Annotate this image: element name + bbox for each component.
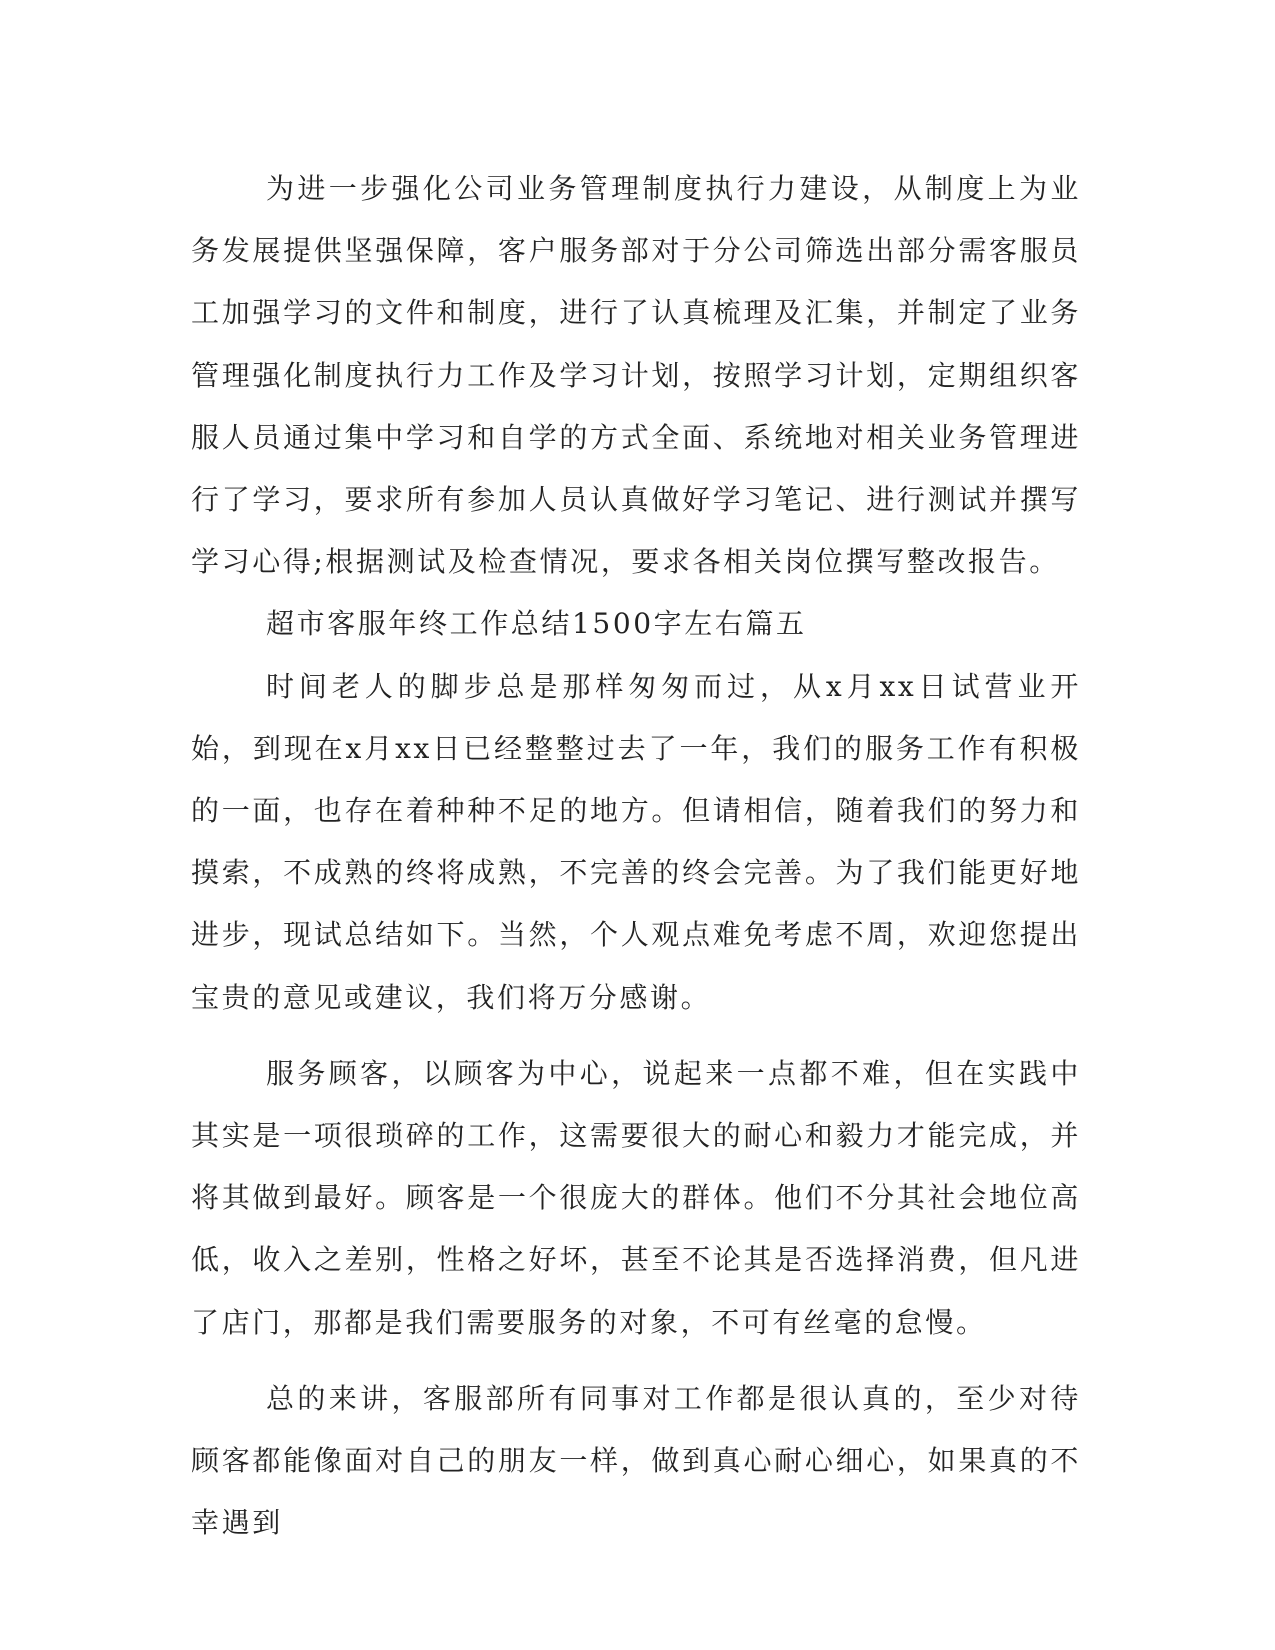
paragraph-policy-study: 为进一步强化公司业务管理制度执行力建设，从制度上为业务发展提供坚强保障，客户服务部对于分公司筛选出部分需客服员工加强学习的文件和制度，进行了认真梳理及汇集，并制定了业务管理强化制度执行力工作及学习计划，按照学习计划，定期组织客服人员通过集中学习和自学的方式全面、系统地对相关业务管理进行了学习，要求所有参加人员认真做好学习笔记、进行测试并撰写学习心得;根据测试及检查情况，要求各相关岗位撰写整改报告。 <box>191 172 1081 579</box>
document-body <box>191 158 1081 1554</box>
paragraph-summary: 总的来讲，客服部所有同事对工作都是很认真的，至少对待顾客都能像面对自己的朋友一样，做到真心耐心细心，如果真的不幸遇到 <box>191 1381 1081 1540</box>
section-heading: 超市客服年终工作总结1500字左右篇五 <box>266 607 807 641</box>
paragraph-intro: 时间老人的脚步总是那样匆匆而过，从x月xx日试营业开始，到现在x月xx日已经整整过去了一年，我们的服务工作有积极的一面，也存在着种种不足的地方。但请相信，随着我们的努力和摸索，不成熟的终将成熟，不完善的终会完善。为了我们能更好地进步，现试总结如下。当然，个人观点难免考虑不周，欢迎您提出宝贵的意见或建议，我们将万分感谢。 <box>191 669 1081 1014</box>
paragraph-customer-service: 服务顾客，以顾客为中心，说起来一点都不难，但在实践中其实是一项很琐碎的工作，这需要很大的耐心和毅力才能完成，并将其做到最好。顾客是一个很庞大的群体。他们不分其社会地位高低，收入之差别，性格之好坏，甚至不论其是否选择消费，但凡进了店门，那都是我们需要服务的对象，不可有丝毫的怠慢。 <box>191 1056 1081 1339</box>
